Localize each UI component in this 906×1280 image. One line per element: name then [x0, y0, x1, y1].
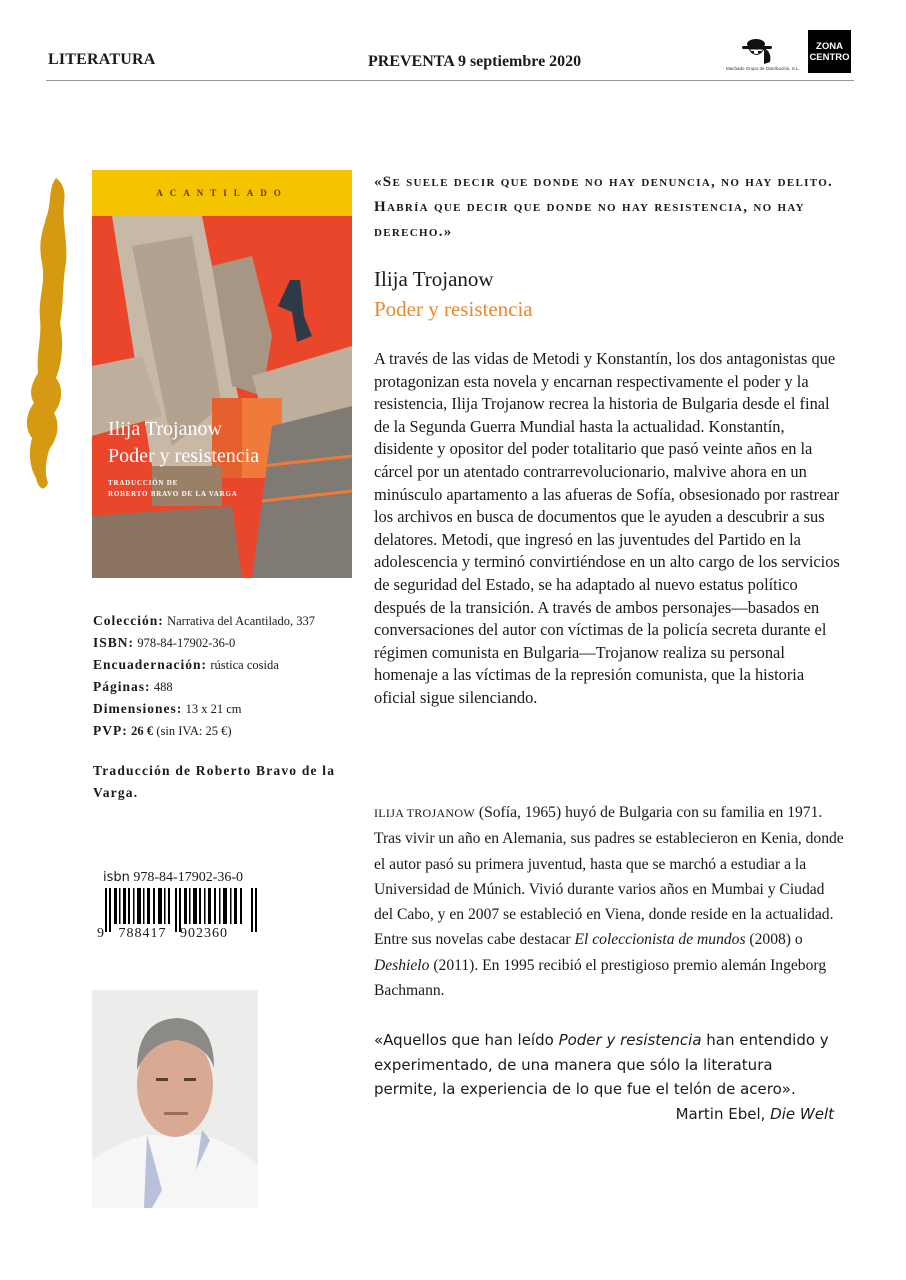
book-title: Poder y resistencia — [374, 297, 533, 321]
presale-date: PREVENTA 9 septiembre 2020 — [368, 53, 582, 70]
distributor-caption: Machado Grupo de Distribución, S.L. — [726, 66, 800, 71]
hat-man-icon — [726, 34, 794, 66]
isbn-barcode: isbn 978-84-17902-36-0 9 788417 902360 — [97, 870, 262, 948]
distributor-logo — [726, 34, 800, 74]
press-review — [374, 1028, 840, 1126]
author-photo — [92, 990, 258, 1208]
spec-binding: Encuadernación: rústica cosida — [93, 657, 279, 672]
cover-title: Poder y resistencia — [108, 445, 260, 467]
spec-isbn: ISBN: 978-84-17902-36-0 — [93, 635, 236, 650]
book-cover — [92, 170, 352, 578]
section-label: LITERATURA — [48, 51, 156, 68]
publisher-runner-icon — [18, 178, 68, 493]
bio-author-name: ILIJA TROJANOW — [374, 806, 475, 820]
cover-publisher: ACANTILADO — [156, 188, 288, 198]
author-bio: ILIJA TROJANOW (Sofía, 1965) huyó de Bulgaria con su familia en 1971. Tras vivir un año en Alemania, sus padres se establecieron en Kenia, donde el autor pasó su primera juventud, hasta que se marchó a estudiar a la Universidad de Múnich. Vivió durante varios años en Mumbai y Ciudad del Cabo, y en 2007 se estableció en Viena, donde reside en la actualidad. Entre sus novelas cabe destacar El coleccionista de mundos (2008) o Deshielo (2011). En 1995 recibió el prestigioso premio alemán Ingeborg Bachmann. — [374, 804, 844, 1000]
review-source: Martin Ebel, Die Welt — [675, 1104, 834, 1123]
cover-illustration — [92, 216, 352, 578]
cover-translation: TRADUCCIÓN DE ROBERTO BRAVO DE LA VARGA — [108, 479, 238, 498]
spec-pages: Páginas: 488 — [93, 679, 173, 694]
spec-collection: Colección: Narrativa del Acantilado, 337 — [93, 613, 315, 628]
author-portrait-icon — [92, 990, 258, 1208]
book-specs — [93, 610, 355, 742]
cover-author: Ilija Trojanow — [108, 418, 222, 440]
book-synopsis: A través de las vidas de Metodi y Konstantín, los dos antagonistas que protagonizan esta novela y encarnan respectivamente el poder y la resistencia, Ilija Trojanow recrea la historia de Bulgaria desde el final de la Segunda Guerra Mundial hasta la actualidad. Konstantín, disidente y opositor del poder totalitario que pasó veinte años en la cárcel por un atentado contrarrevolucionario, malvive ahora en un minúsculo apartamento a las afueras de Sofía, obsesionado por rastrear los archivos en busca de documentos que le ayuden a descubrir a sus delatores. Metodi, que ingresó en las juventudes del Partido en la adolescencia y terminó convirtiéndose en un alto cargo de los servicios de seguridad del Estado, se ha adaptado al nuevo estatus político después de la transición. A través de ambos personajes—basados en conversaciones del autor con víctimas de la policía secreta durante el régimen comunista en Bulgaria—Trojanow realiza su personal homenaje a las víctimas de la represión comunista, que la historia oficial sigue silenciando. — [374, 349, 840, 707]
review-text: «Aquellos que han leído Poder y resistencia han entendido y experimentado, de una manera que sólo la literatura permite, la experiencia de lo que fue el telón de acero». — [374, 1031, 829, 1098]
pull-quote: «Se suele decir que donde no hay denuncia, no hay delito. Habría que decir que donde no hay resistencia, no hay derecho.» — [374, 174, 834, 240]
bio-book-2: Deshielo — [374, 956, 430, 974]
spec-dimensions: Dimensiones: 13 x 21 cm — [93, 701, 242, 716]
zona-centro-logo: ZONA CENTRO — [808, 30, 851, 73]
barcode-digits: 9 788417 902360 — [97, 926, 228, 941]
bio-book-1: El coleccionista de mundos — [574, 931, 746, 949]
page-header — [46, 40, 854, 81]
translation-credit: Traducción de Roberto Bravo de la Varga. — [93, 763, 336, 800]
spec-price: PVP: 26 € (sin IVA: 25 €) — [93, 723, 232, 738]
book-author: Ilija Trojanow — [374, 267, 494, 291]
